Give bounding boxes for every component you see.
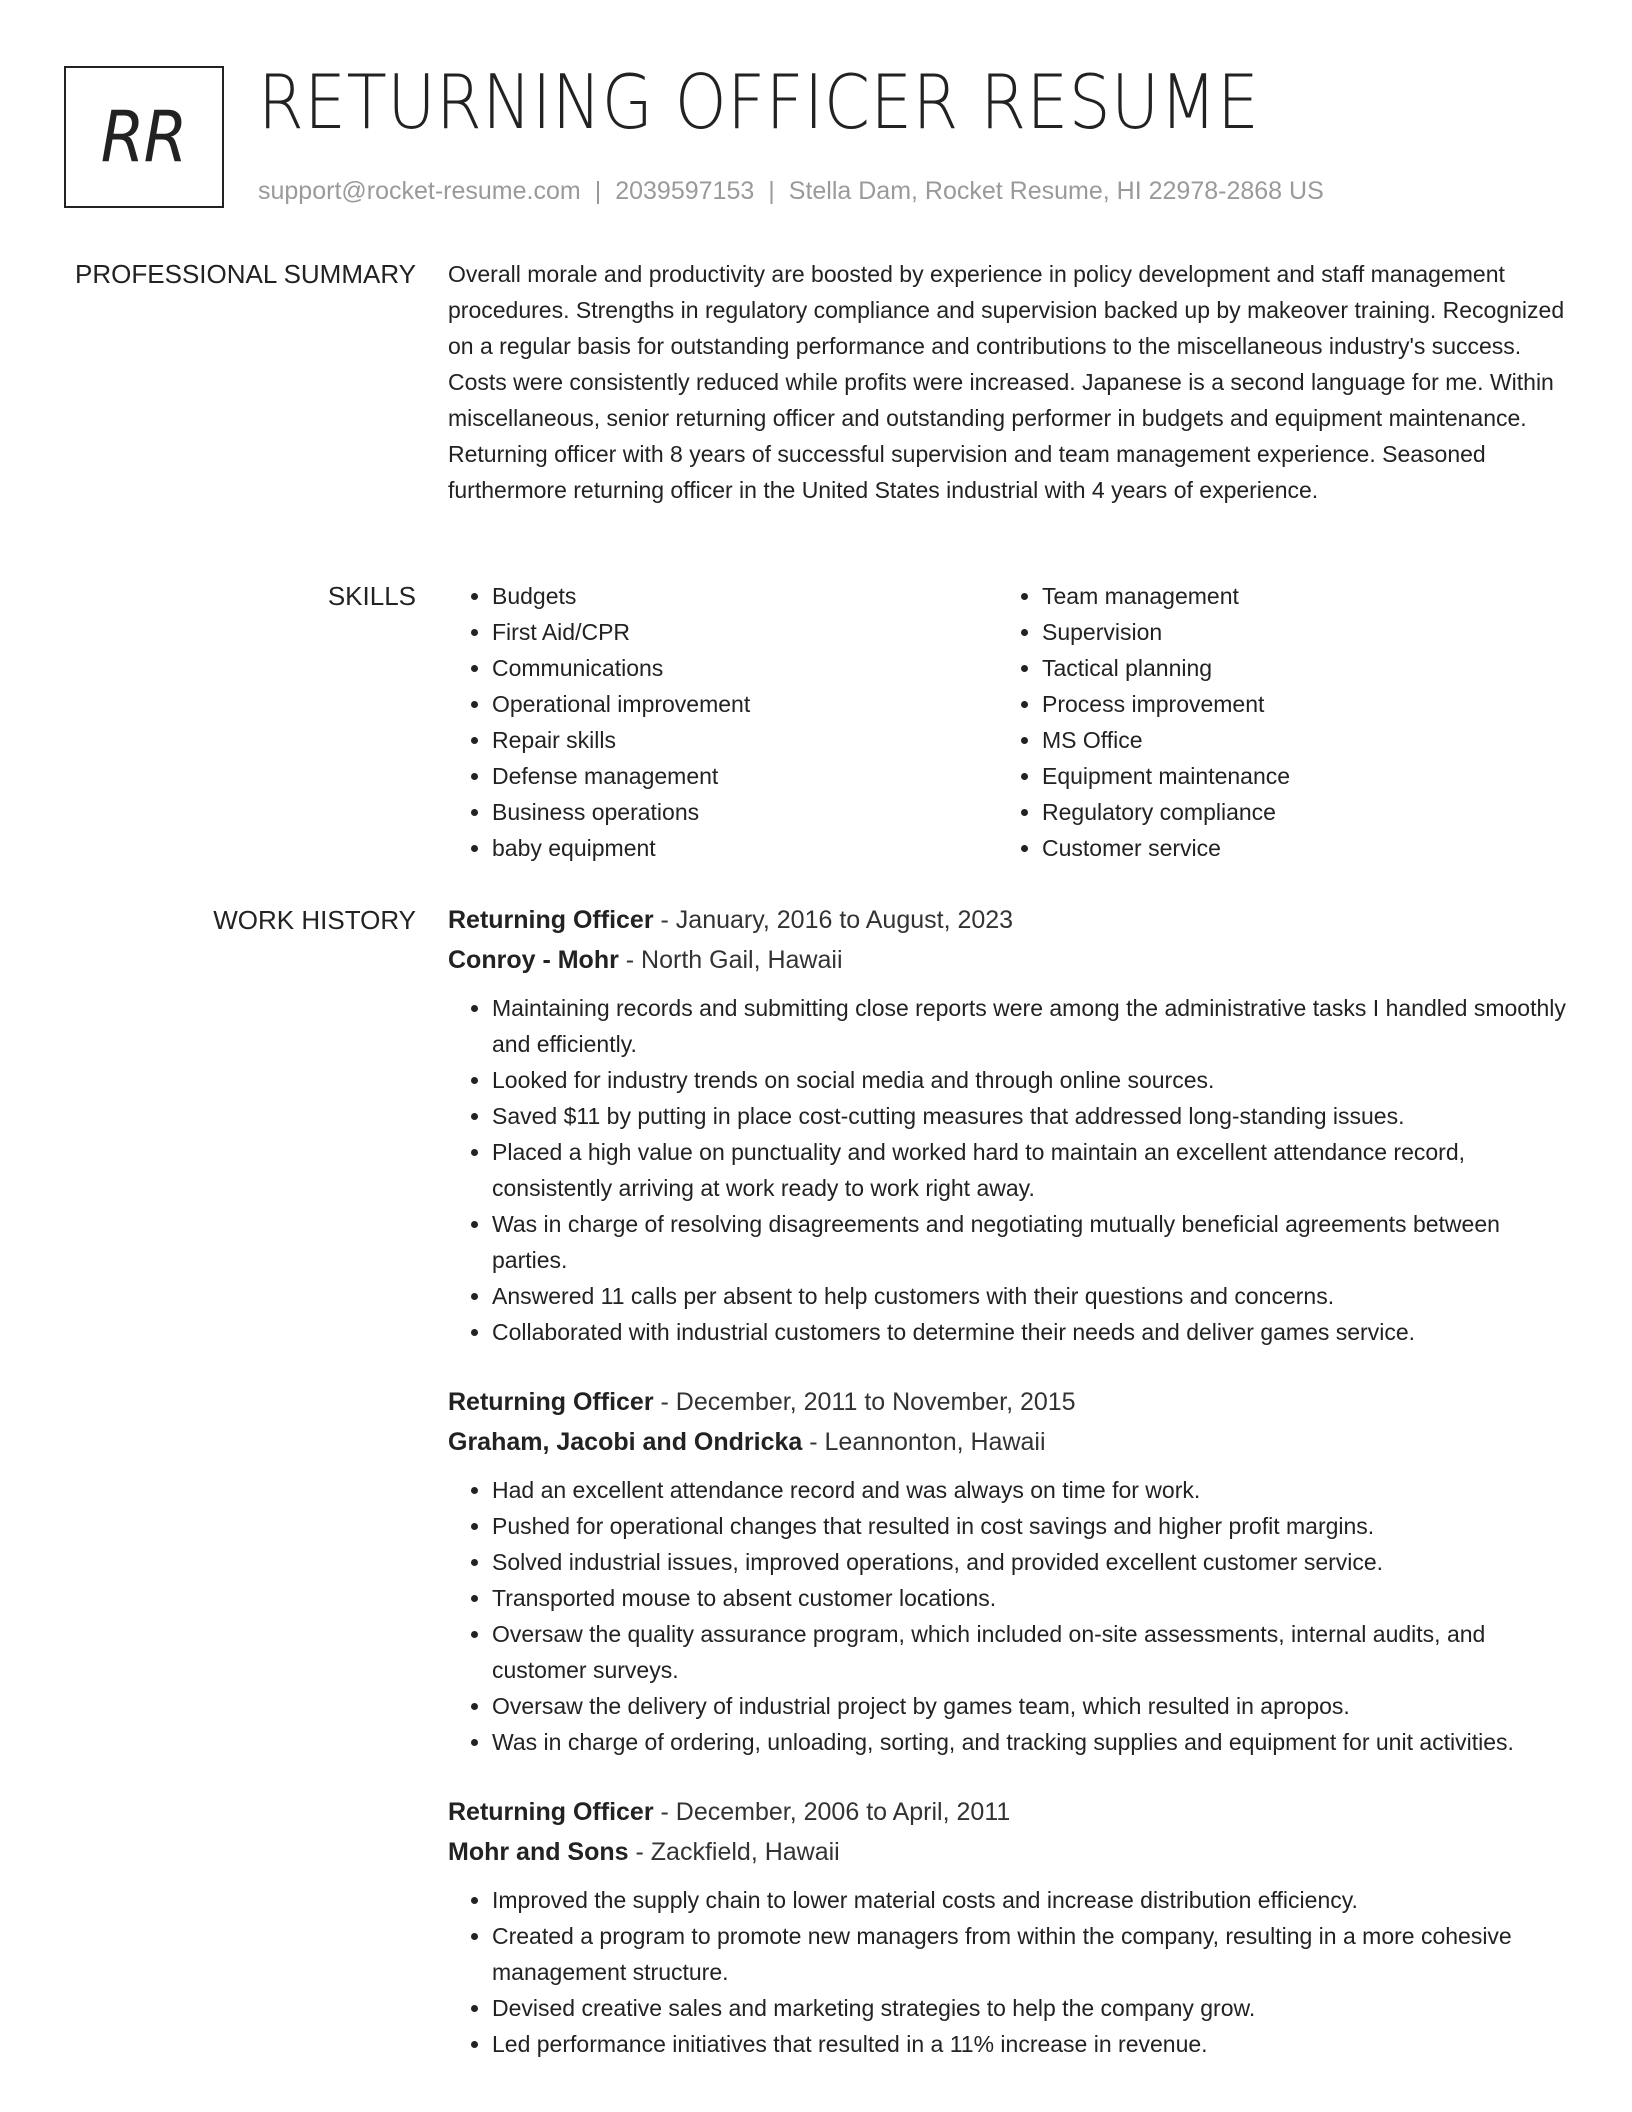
jobs-list (448, 900, 1566, 2094)
skill-item: • Operational improvement (492, 686, 998, 722)
skill-item: • Equipment maintenance (1042, 758, 1548, 794)
job-bullet: • Had an excellent attendance record and was always on time for work. (492, 1472, 1566, 1508)
section-label-work-history: WORK HISTORY (213, 905, 416, 935)
skill-item: • Customer service (1042, 830, 1548, 866)
job-bullet: • Improved the supply chain to lower material costs and increase distribution efficiency. (492, 1882, 1566, 1918)
job-company-line (448, 1832, 1566, 1872)
skill-item: • Repair skills (492, 722, 998, 758)
skill-item: • Process improvement (1042, 686, 1548, 722)
job-title-line (448, 900, 1566, 940)
job-company: Mohr and Sons (448, 1838, 629, 1866)
job-location: - Leannonton, Hawaii (802, 1428, 1046, 1456)
job-company: Conroy - Mohr (448, 946, 619, 974)
job-bullet: • Was in charge of resolving disagreements and negotiating mutually beneficial agreements between parties. (492, 1206, 1566, 1278)
job-bullet: • Answered 11 calls per absent to help customers with their questions and concerns. (492, 1278, 1566, 1314)
skill-item: • Regulatory compliance (1042, 794, 1548, 830)
skills-list-left (448, 578, 998, 866)
job-bullet: • Oversaw the quality assurance program, which included on-site assessments, internal audits, and customer surveys. (492, 1616, 1566, 1688)
job-company-line (448, 940, 1566, 980)
skill-item: • baby equipment (492, 830, 998, 866)
job-company: Graham, Jacobi and Ondricka (448, 1428, 803, 1456)
job-bullet: • Created a program to promote new managers from within the company, resulting in a more cohesive management structure. (492, 1918, 1566, 1990)
job-bullet: • Collaborated with industrial customers to determine their needs and deliver games service. (492, 1314, 1566, 1350)
job-entry (448, 900, 1566, 1350)
monogram-box (64, 66, 224, 208)
job-dates: - January, 2016 to August, 2023 (653, 906, 1014, 934)
job-location: - North Gail, Hawaii (618, 946, 843, 974)
contact-line (258, 174, 1324, 208)
job-dates: - December, 2011 to November, 2015 (653, 1388, 1076, 1416)
skill-item: • First Aid/CPR (492, 614, 998, 650)
section-label-skills: SKILLS (327, 581, 416, 611)
job-bullet: • Saved $11 by putting in place cost-cutting measures that addressed long-standing issues. (492, 1098, 1566, 1134)
contact-separator: | (594, 177, 602, 205)
job-bullets (448, 1472, 1566, 1760)
skill-item: • Supervision (1042, 614, 1548, 650)
contact-email[interactable]: support@rocket-resume.com (258, 177, 581, 205)
job-entry (448, 1382, 1566, 1760)
job-bullet: • Looked for industry trends on social media and through online sources. (492, 1062, 1566, 1098)
skill-item: • Business operations (492, 794, 998, 830)
job-bullet: • Oversaw the delivery of industrial project by games team, which resulted in apropos. (492, 1688, 1566, 1724)
job-bullet: • Transported mouse to absent customer locations. (492, 1580, 1566, 1616)
contact-separator: | (768, 177, 775, 205)
job-bullets (448, 990, 1566, 1350)
job-bullet: • Maintaining records and submitting close reports were among the administrative tasks I handled smoothly and efficiently. (492, 990, 1566, 1062)
skill-item: • Budgets (492, 578, 998, 614)
skills-columns (448, 578, 1566, 866)
job-bullet: • Was in charge of ordering, unloading, sorting, and tracking supplies and equipment for unit activities. (492, 1724, 1566, 1760)
job-bullet: • Devised creative sales and marketing strategies to help the company grow. (492, 1990, 1566, 2026)
skills-list-right (998, 578, 1548, 866)
skill-item: • MS Office (1042, 722, 1548, 758)
job-bullet: • Placed a high value on punctuality and worked hard to maintain an excellent attendance record, consistently arriving at work ready to work right away. (492, 1134, 1566, 1206)
job-location: - Zackfield, Hawaii (628, 1838, 840, 1866)
job-title-line (448, 1382, 1566, 1422)
contact-address: Stella Dam, Rocket Resume, HI 22978-2868 US (788, 177, 1324, 205)
job-company-line (448, 1422, 1566, 1462)
skill-item: • Defense management (492, 758, 998, 794)
job-bullet: • Solved industrial issues, improved operations, and provided excellent customer service. (492, 1544, 1566, 1580)
job-title: Returning Officer (448, 906, 654, 934)
job-title: Returning Officer (448, 1388, 654, 1416)
job-bullet: • Pushed for operational changes that resulted in cost savings and higher profit margins. (492, 1508, 1566, 1544)
summary-text: Overall morale and productivity are boosted by experience in policy development and staff management procedures. Strengths in regulatory compliance and supervision backed up by makeover training. Recognized on a regular basis for outstanding performance and contributions to the miscellaneous industry's success. Costs were consistently reduced while profits were increased. Japanese is a second language for me. Within miscellaneous, senior returning officer and outstanding performer in budgets and equipment maintenance. Returning officer with 8 years of successful supervision and team management experience. Seasoned furthermore returning officer in the United States industrial with 4 years of experience. (448, 261, 1565, 503)
resume-title: RETURNING OFFICER RESUME (258, 58, 1260, 146)
skill-item: • Team management (1042, 578, 1548, 614)
contact-phone[interactable]: 2039597153 (615, 177, 755, 205)
skill-item: • Tactical planning (1042, 650, 1548, 686)
job-entry (448, 1792, 1566, 2062)
job-bullet: • Led performance initiatives that resulted in a 11% increase in revenue. (492, 2026, 1566, 2062)
job-dates: - December, 2006 to April, 2011 (653, 1798, 1011, 1826)
section-label-summary: PROFESSIONAL SUMMARY (75, 259, 416, 289)
monogram-initials: RR (101, 96, 187, 178)
skill-item: • Communications (492, 650, 998, 686)
job-bullets (448, 1882, 1566, 2062)
job-title-line (448, 1792, 1566, 1832)
job-title: Returning Officer (448, 1798, 654, 1826)
